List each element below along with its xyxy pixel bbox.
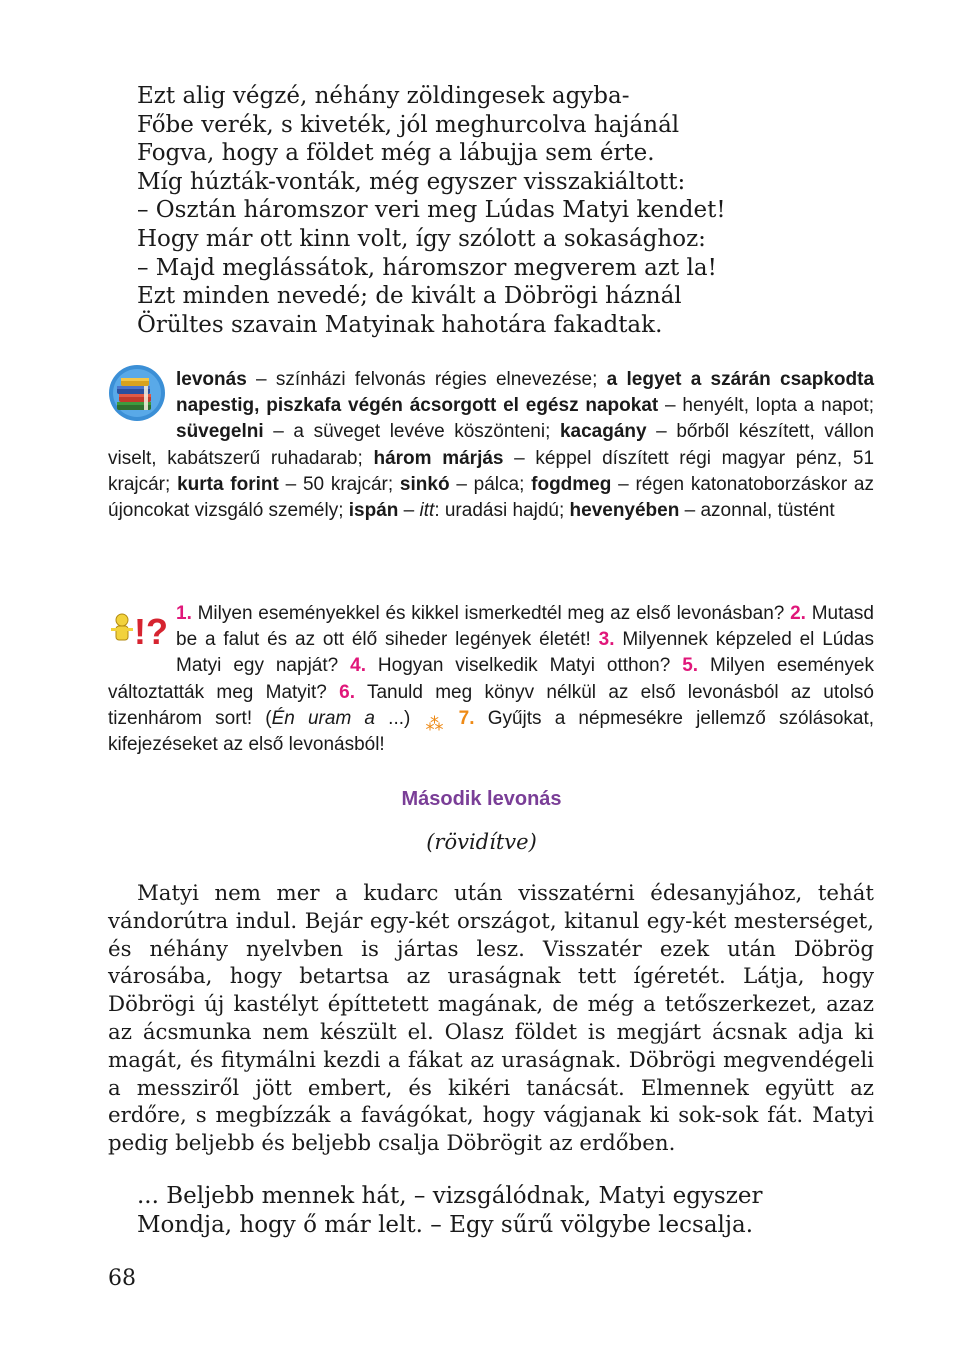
question-number: 2. bbox=[790, 603, 806, 624]
term: ispán bbox=[348, 500, 399, 522]
question-number: 5. bbox=[682, 655, 699, 677]
creative-task-number: 7. bbox=[458, 707, 475, 729]
text-run: – színházi felvonás régies elnevezése; bbox=[246, 369, 607, 390]
poem-line: – Majd meglássátok, háromszor megverem azt la! bbox=[137, 254, 717, 281]
text-run: – a süveget levéve köszönteni; bbox=[263, 421, 560, 443]
text-run bbox=[446, 708, 459, 729]
page-number: 68 bbox=[108, 1266, 136, 1291]
poem-line: Örültes szavain Matyinak hahotára fakadtak. bbox=[137, 311, 663, 338]
text-run: ...) bbox=[375, 707, 424, 729]
text-run: Tanuld meg könyv nélkül az első levonásból az utolsó tizenhárom sort! ( bbox=[108, 681, 874, 729]
text-run: Milyen események változtatták meg Matyit? bbox=[108, 655, 874, 703]
text-run: Milyen eseményekkel és kikkel ismerkedtél meg az első levonásban? bbox=[191, 603, 791, 624]
term: a legyet a szárán csapkodta napestig, piszkafa végén ácsorgott el egész napokat bbox=[176, 369, 875, 417]
text-run: – azonnal, tüstént bbox=[679, 500, 835, 522]
italic-text: itt bbox=[419, 500, 435, 522]
italic-text: Én uram a bbox=[271, 707, 376, 729]
poem-line: Míg húzták-vonták, még egyszer visszakiáltott: bbox=[137, 168, 686, 195]
term: kurta forint bbox=[177, 473, 279, 495]
term: fogdmeg bbox=[531, 473, 612, 495]
text-run: – bbox=[398, 500, 420, 522]
poem-excerpt-bottom bbox=[137, 1182, 762, 1239]
text-run: – pálca; bbox=[449, 473, 532, 495]
text-run: – henyélt, lopta a napot; bbox=[658, 395, 874, 417]
questions-text bbox=[108, 601, 874, 758]
svg-text:!?: !? bbox=[134, 611, 168, 650]
glossary-text bbox=[108, 367, 874, 524]
text-run: Mutasd be a falut és az ott élő siheder legények életét! bbox=[176, 603, 874, 651]
question-number: 3. bbox=[598, 629, 615, 651]
text-run: Gyűjts a népmesékre jellemző szólásokat, kifejezéseket az első levonásból! bbox=[108, 707, 875, 756]
poem-line: Fogva, hogy a földet még a lábujja sem érte. bbox=[137, 140, 655, 167]
poem-line: Ezt minden nevedé; de kivált a Döbrögi háznál bbox=[137, 283, 682, 310]
text-run: Hogyan viselkedik Matyi otthon? bbox=[365, 655, 683, 677]
glossary-box bbox=[108, 367, 874, 524]
questions-box bbox=[108, 601, 874, 758]
section-title: Második levonás bbox=[401, 788, 562, 810]
term: kacagány bbox=[559, 421, 647, 443]
term: sinkó bbox=[399, 473, 450, 495]
term: három márjás bbox=[373, 447, 504, 469]
text-run: – bőrből készített, vállon viselt, kabátszerű ruhadarab; bbox=[108, 421, 875, 469]
poem-line: Főbe verék, s kiveték, jól meghurcolva hajánál bbox=[137, 111, 680, 138]
question-number: 6. bbox=[339, 681, 356, 703]
question-number: 4. bbox=[350, 655, 366, 677]
term: levonás bbox=[176, 369, 247, 390]
poem-line: Mondja, hogy ő már lelt. – Egy sűrű völgybe lecsalja. bbox=[137, 1211, 754, 1238]
poem-line: – Osztán háromszor veri meg Lúdas Matyi kendet! bbox=[137, 197, 726, 224]
text-run: – régen katonatoborzáskor az újoncokat vizsgáló személy; bbox=[108, 473, 874, 522]
text-run: – 50 krajcár; bbox=[278, 473, 400, 495]
text-run: – képpel díszített régi magyar pénz, 51 krajcár; bbox=[108, 447, 875, 495]
prose-summary: Matyi nem mer a kudarc után visszatérni édesanyjához, tehát vándorútra indul. Bejár egy-két országot, kitanul egy-két mesterséget, és néhány nyelvben is jártas lesz. Visszatér ezek után Döbrög városába, hogy betartsa az uraságnak tett ígéretét. Látja, hogy Döbrögi új kastélyt építtetett magának, de még a tetőszerkezet, azaz az ácsmunka nem készült el. Olasz földet is megjárt ácsnak adja ki magát, és fitymálni kezdi a fákat az uraságnak. Döbrögi megvendégeli a messziről jött embert, és kikéri tanácsát. Elmennek együtt az erdőre, s megbízzák a favágókat, hogy vágjanak ki sok-sok fát. Matyi pedig beljebb és beljebb csalja Döbrögit az erdőben. bbox=[108, 881, 874, 1157]
poem-line: Ezt alig végzé, néhány zöldingesek agyba- bbox=[137, 83, 630, 109]
poem-line: Hogy már ott kinn volt, így szólott a sokasághoz: bbox=[137, 225, 706, 252]
poem-excerpt-top bbox=[137, 82, 726, 339]
section-subtitle: (rövidítve) bbox=[426, 830, 537, 854]
poem-line: ... Beljebb mennek hát, – vizsgálódnak, Matyi egyszer bbox=[137, 1183, 763, 1209]
text-run: Milyennek képzeled el Lúdas Matyi egy napját? bbox=[176, 629, 875, 677]
term: süvegelni bbox=[176, 421, 264, 443]
creative-task-star-icon: ⁂ bbox=[425, 713, 444, 734]
question-number: 1. bbox=[176, 603, 192, 624]
term: hevenyében bbox=[569, 500, 680, 522]
text-run: : uradási hajdú; bbox=[434, 500, 570, 522]
